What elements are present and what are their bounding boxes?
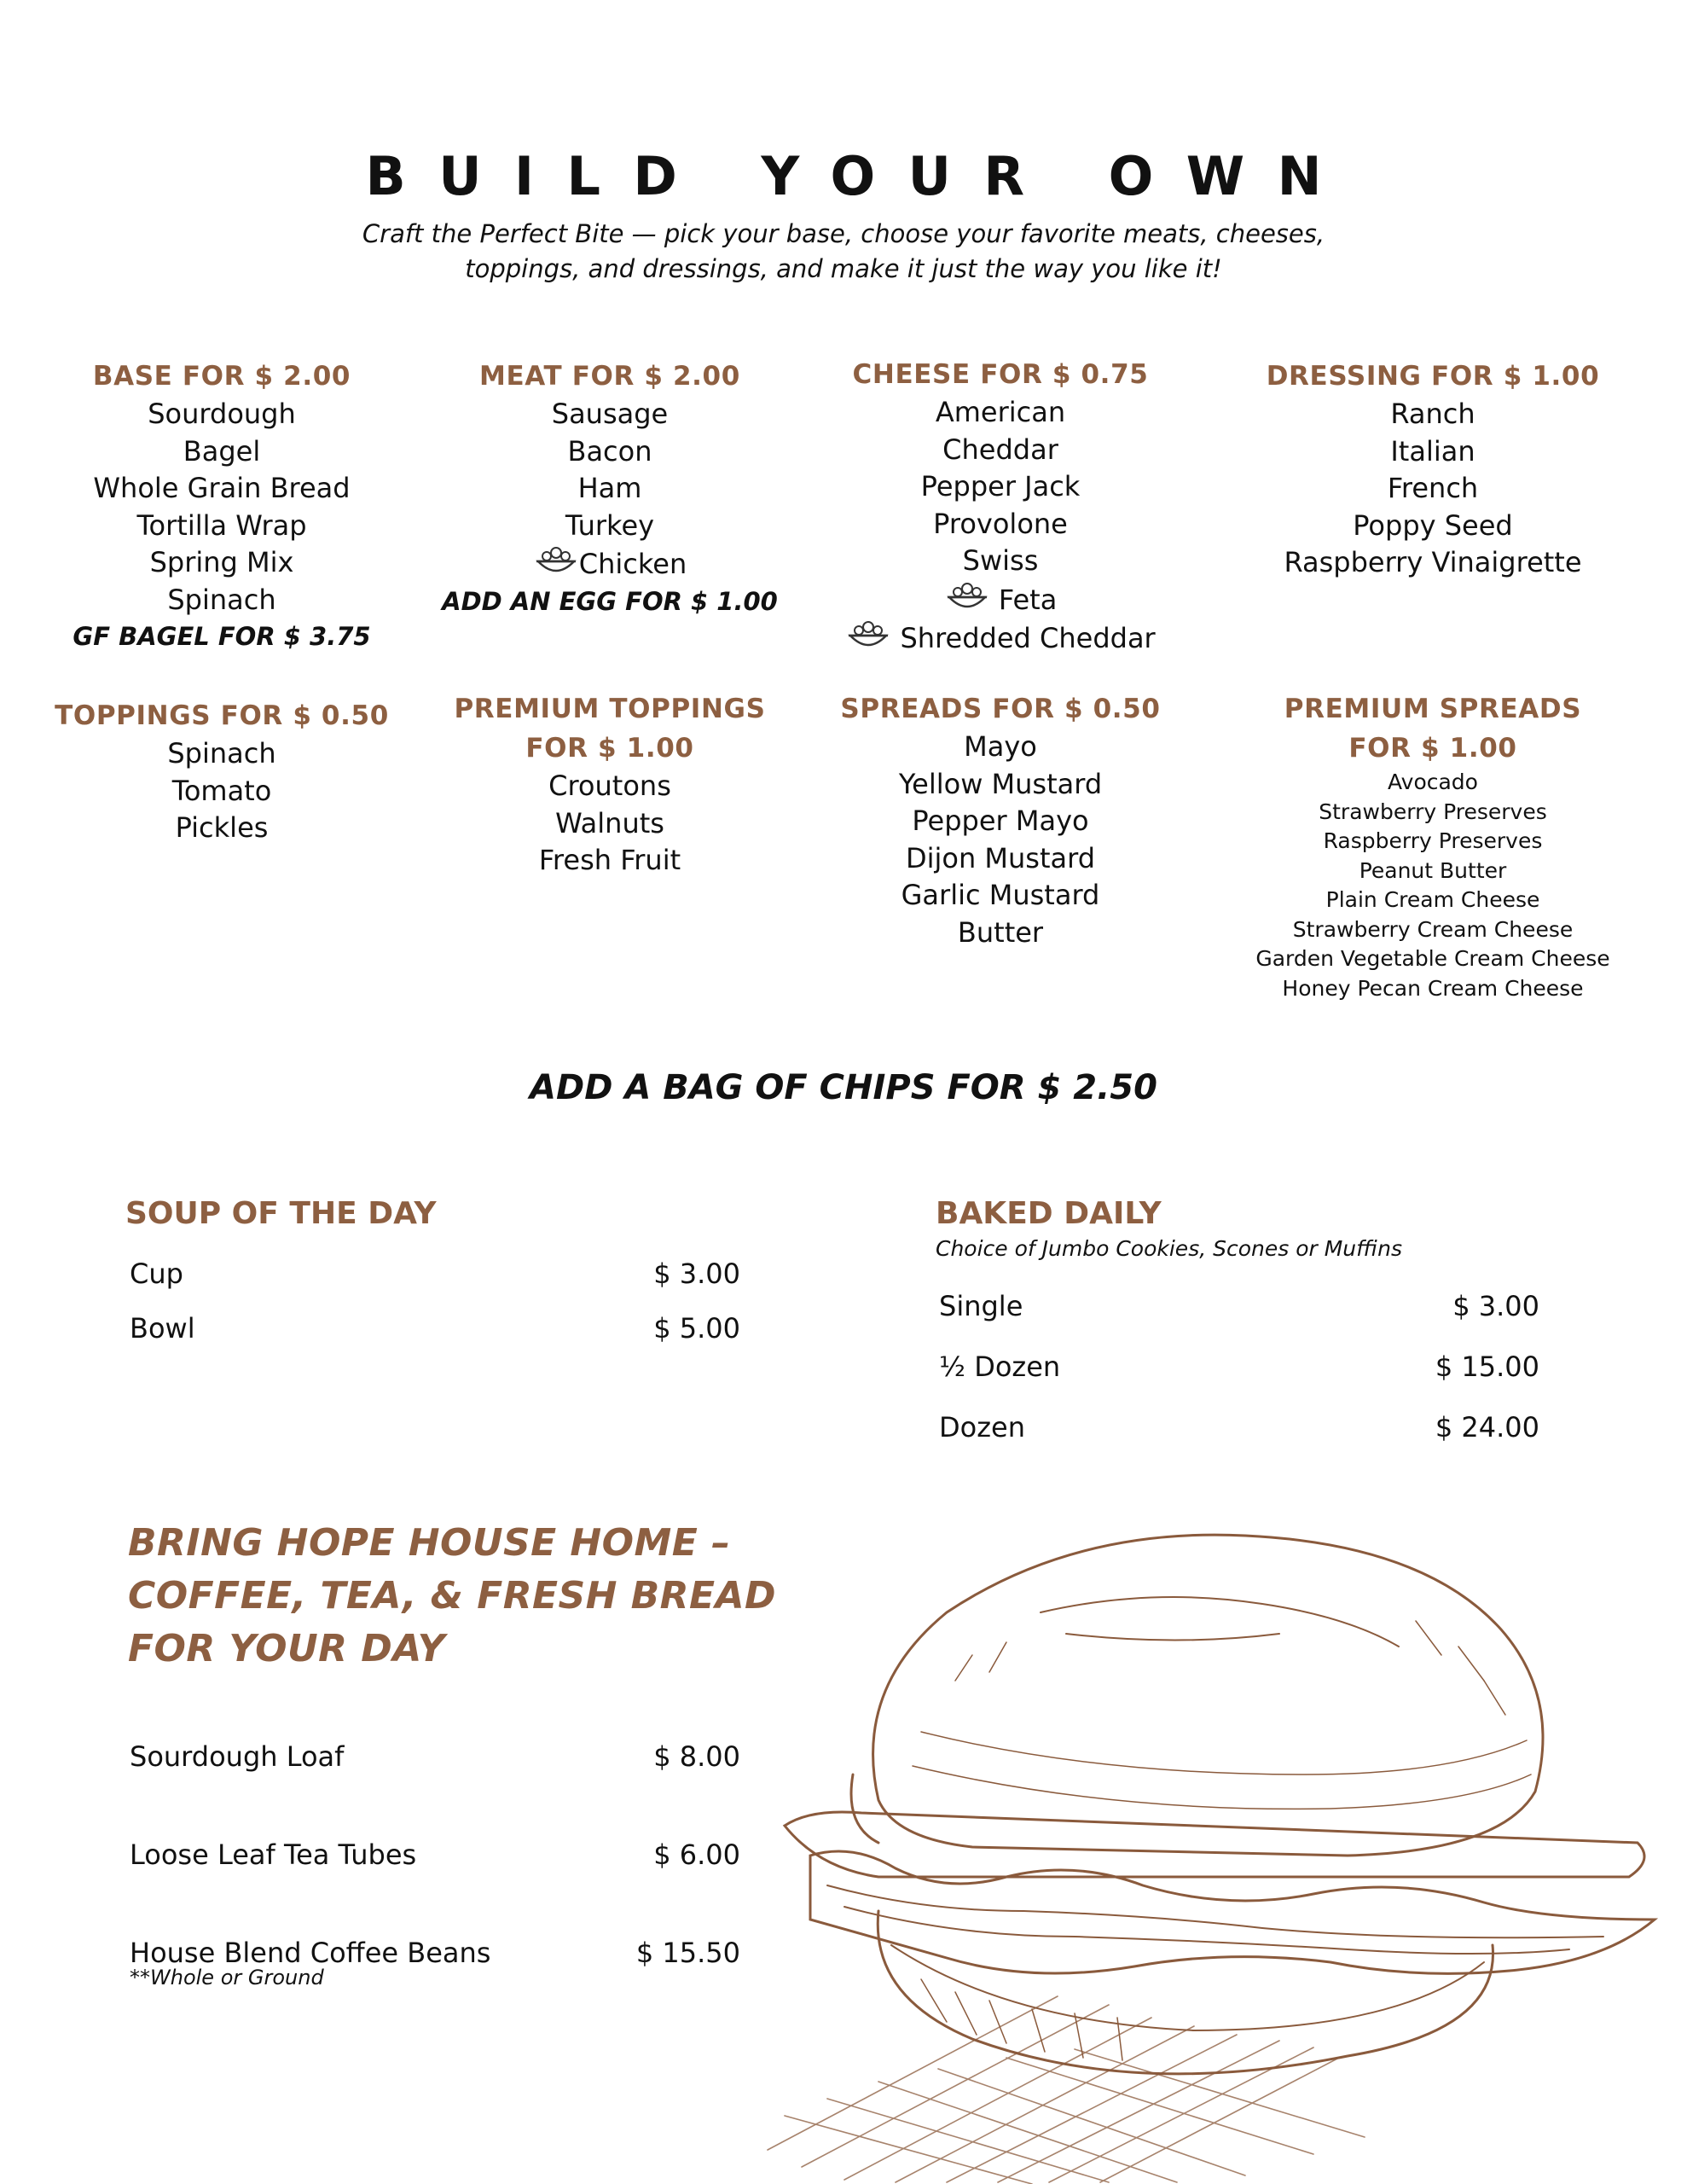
meat-item: Bacon bbox=[567, 434, 652, 468]
meat-section bbox=[426, 357, 793, 620]
home-row bbox=[130, 1740, 740, 1778]
premium-toppings-heading-price: FOR $ 1.00 bbox=[525, 733, 694, 764]
home-section-title bbox=[128, 1517, 776, 1676]
toppings-section bbox=[34, 696, 409, 847]
salad-bowl-icon bbox=[845, 619, 891, 653]
home-row-price: $ 8.00 bbox=[653, 1740, 740, 1773]
dressing-heading: DRESSING FOR $ 1.00 bbox=[1266, 361, 1600, 392]
soup-row bbox=[130, 1258, 740, 1295]
premium-spreads-item: Avocado bbox=[1388, 770, 1478, 794]
spreads-item: Pepper Mayo bbox=[912, 804, 1089, 837]
premium-toppings-item: Croutons bbox=[548, 770, 671, 802]
base-item: Bagel bbox=[183, 434, 261, 468]
spreads-item: Dijon Mustard bbox=[905, 841, 1096, 874]
cheese-item-label: Feta bbox=[998, 583, 1058, 616]
meat-item-label: Chicken bbox=[578, 548, 687, 580]
baked-row bbox=[939, 1290, 1539, 1327]
premium-spreads-heading-price: FOR $ 1.00 bbox=[1348, 733, 1517, 764]
page-title: BUILD YOUR OWN bbox=[365, 145, 1354, 207]
home-title-line: BRING HOPE HOUSE HOME – bbox=[128, 1521, 731, 1565]
spreads-item: Butter bbox=[957, 915, 1044, 949]
page-subtitle bbox=[332, 217, 1355, 287]
spreads-heading: SPREADS FOR $ 0.50 bbox=[840, 694, 1161, 724]
coffee-footnote: **Whole or Ground bbox=[130, 1966, 324, 1989]
baked-row-label: ½ Dozen bbox=[939, 1350, 1061, 1383]
baked-subheading: Choice of Jumbo Cookies, Scones or Muffins bbox=[936, 1236, 1403, 1261]
cheese-heading: CHEESE FOR $ 0.75 bbox=[852, 359, 1149, 390]
dressing-section bbox=[1228, 357, 1638, 582]
dressing-item: French bbox=[1387, 472, 1479, 504]
premium-toppings-item: Fresh Fruit bbox=[538, 844, 681, 876]
cheese-item: American bbox=[935, 396, 1066, 428]
home-row-label: House Blend Coffee Beans bbox=[130, 1937, 491, 1969]
toppings-item: Spinach bbox=[167, 737, 276, 770]
soup-heading: SOUP OF THE DAY bbox=[125, 1196, 437, 1231]
subtitle-line: Craft the Perfect Bite — pick your base, choose your favorite meats, cheeses, bbox=[362, 219, 1325, 248]
baked-row-price: $ 3.00 bbox=[1452, 1290, 1539, 1322]
dressing-item: Italian bbox=[1390, 434, 1475, 468]
premium-spreads-heading: PREMIUM SPREADS bbox=[1284, 694, 1582, 724]
spreads-item: Mayo bbox=[964, 730, 1037, 763]
premium-spreads-item: Raspberry Preserves bbox=[1323, 828, 1543, 853]
bagel-sandwich-illustration bbox=[751, 1519, 1687, 2184]
cheese-item: Swiss bbox=[962, 544, 1039, 577]
cheese-section bbox=[809, 355, 1192, 658]
baked-row bbox=[939, 1350, 1539, 1388]
base-item: Whole Grain Bread bbox=[93, 472, 351, 504]
spreads-item: Garlic Mustard bbox=[901, 879, 1100, 911]
home-row-label: Sourdough Loaf bbox=[130, 1740, 345, 1773]
spreads-item: Yellow Mustard bbox=[898, 767, 1103, 800]
baked-row-price: $ 15.00 bbox=[1435, 1350, 1539, 1383]
premium-spreads-section bbox=[1220, 689, 1646, 1003]
dressing-item: Poppy Seed bbox=[1353, 508, 1513, 542]
base-item: Sourdough bbox=[148, 398, 296, 430]
premium-toppings-item: Walnuts bbox=[555, 806, 664, 839]
cheese-item-label: Shredded Cheddar bbox=[900, 622, 1156, 654]
premium-spreads-item: Strawberry Cream Cheese bbox=[1292, 916, 1574, 942]
meat-item-gluten bbox=[426, 544, 793, 584]
cheese-item-shredded bbox=[809, 619, 1192, 658]
base-section bbox=[34, 357, 409, 655]
salad-bowl-icon bbox=[944, 580, 990, 614]
cheese-item-feta bbox=[809, 580, 1192, 619]
meat-item: Ham bbox=[577, 472, 642, 504]
meat-item: Sausage bbox=[551, 398, 669, 430]
dressing-item: Ranch bbox=[1390, 398, 1475, 430]
add-egg-note: ADD AN EGG FOR $ 1.00 bbox=[442, 586, 778, 616]
dressing-item: Raspberry Vinaigrette bbox=[1284, 546, 1582, 578]
toppings-item: Tomato bbox=[171, 774, 272, 807]
home-title-line: FOR YOUR DAY bbox=[128, 1627, 445, 1670]
baked-row-label: Single bbox=[939, 1290, 1023, 1322]
home-row-label: Loose Leaf Tea Tubes bbox=[130, 1838, 417, 1871]
home-row-price: $ 6.00 bbox=[653, 1838, 740, 1871]
baked-row-price: $ 24.00 bbox=[1435, 1411, 1539, 1443]
premium-toppings-section bbox=[426, 689, 793, 880]
premium-toppings-heading: PREMIUM TOPPINGS bbox=[454, 694, 766, 724]
premium-spreads-item: Strawberry Preserves bbox=[1319, 799, 1547, 824]
base-heading: BASE FOR $ 2.00 bbox=[92, 361, 351, 392]
base-item: Spring Mix bbox=[149, 546, 294, 578]
toppings-item: Pickles bbox=[175, 811, 269, 844]
premium-spreads-item: Garden Vegetable Cream Cheese bbox=[1255, 946, 1610, 971]
base-item: Spinach bbox=[167, 583, 276, 616]
chips-offer: ADD A BAG OF CHIPS FOR $ 2.50 bbox=[530, 1068, 1157, 1107]
baked-row-label: Dozen bbox=[939, 1411, 1025, 1443]
home-row-price: $ 15.50 bbox=[635, 1937, 740, 1969]
soup-row-label: Cup bbox=[130, 1258, 183, 1290]
baked-heading: BAKED DAILY bbox=[936, 1196, 1162, 1231]
meat-heading: MEAT FOR $ 2.00 bbox=[479, 361, 740, 392]
home-row bbox=[130, 1838, 740, 1876]
gf-bagel-note: GF BAGEL FOR $ 3.75 bbox=[72, 622, 371, 651]
soup-row-label: Bowl bbox=[130, 1312, 195, 1345]
subtitle-line: toppings, and dressings, and make it just the way you like it! bbox=[465, 254, 1222, 283]
premium-spreads-item: Plain Cream Cheese bbox=[1325, 887, 1540, 912]
soup-row bbox=[130, 1312, 740, 1350]
cheese-item: Pepper Jack bbox=[920, 470, 1081, 502]
base-item: Tortilla Wrap bbox=[136, 508, 307, 542]
baked-row bbox=[939, 1411, 1539, 1449]
cheese-item: Cheddar bbox=[942, 433, 1058, 466]
cheese-item: Provolone bbox=[933, 507, 1068, 540]
soup-row-price: $ 3.00 bbox=[653, 1258, 740, 1290]
premium-spreads-item: Peanut Butter bbox=[1359, 857, 1507, 883]
salad-bowl-icon bbox=[533, 544, 579, 578]
meat-item: Turkey bbox=[565, 508, 655, 542]
soup-row-price: $ 5.00 bbox=[653, 1312, 740, 1345]
toppings-heading: TOPPINGS FOR $ 0.50 bbox=[55, 700, 389, 731]
premium-spreads-item: Honey Pecan Cream Cheese bbox=[1282, 975, 1584, 1001]
spreads-section bbox=[809, 689, 1192, 951]
home-title-line: COFFEE, TEA, & FRESH BREAD bbox=[128, 1574, 776, 1618]
